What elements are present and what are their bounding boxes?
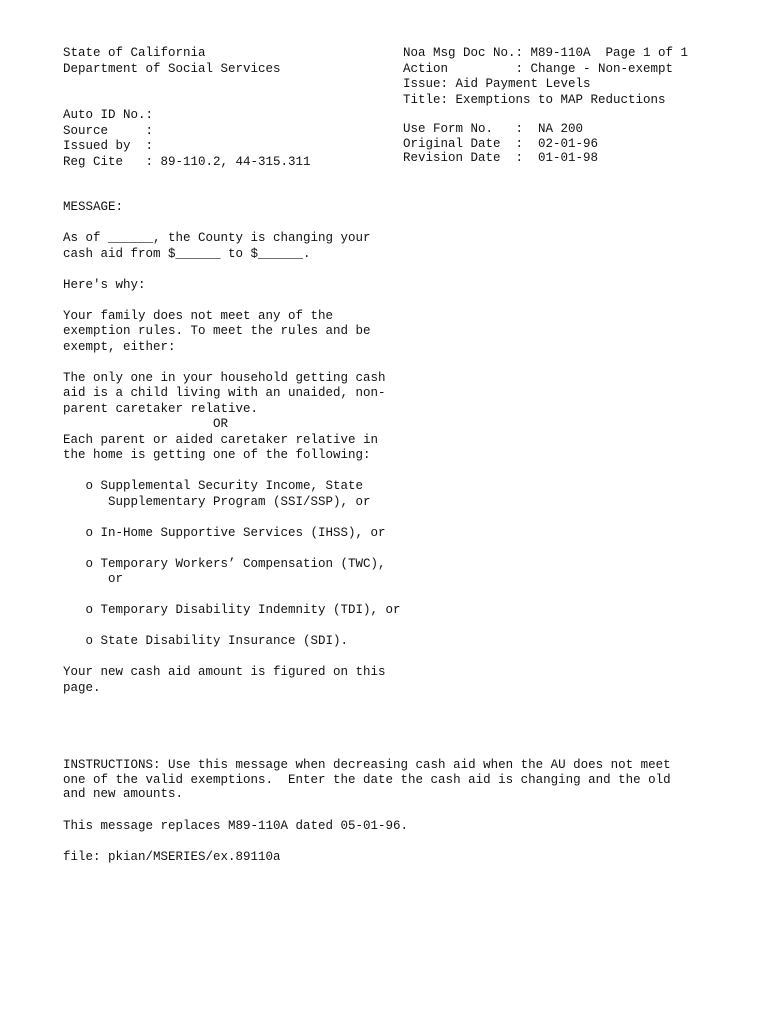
replaces-note: This message replaces M89-110A dated 05-01-96. — [63, 819, 409, 833]
department-name: Department of Social Services — [63, 61, 281, 76]
issued-by-field: Issued by : — [63, 139, 154, 153]
message-line: The only one in your household getting cash — [63, 370, 386, 385]
header-left — [63, 46, 281, 77]
message-line: the home is getting one of the following: — [63, 448, 371, 462]
message-line — [63, 588, 401, 604]
message-line — [63, 464, 401, 480]
reg-cite-field: Reg Cite : 89-110.2, 44-315.311 — [63, 154, 311, 169]
auto-id-field: Auto ID No.: — [63, 108, 154, 122]
doc-number: Noa Msg Doc No.: M89-110A Page 1 of 1 — [403, 46, 689, 60]
revision-date-field: Revision Date : 01-01-98 — [403, 151, 599, 166]
message-body — [63, 200, 401, 696]
list-item: Supplementary Program (SSI/SSP), or — [63, 494, 371, 509]
message-line — [63, 541, 401, 557]
issue-line: Issue: Aid Payment Levels — [403, 77, 591, 91]
state-name: State of California — [63, 46, 206, 60]
message-line: aid is a child living with an unaided, non- — [63, 386, 386, 400]
list-item: o Supplemental Security Income, State — [63, 479, 364, 493]
message-line: As of ______, the County is changing your — [63, 231, 371, 245]
instructions-line: one of the valid exemptions. Enter the date the cash aid is changing and the old — [63, 772, 671, 787]
title-line: Title: Exemptions to MAP Reductions — [403, 92, 666, 107]
message-line — [63, 650, 401, 666]
list-item: o State Disability Insurance (SDI). — [63, 634, 349, 648]
list-item: o In-Home Supportive Services (IHSS), or — [63, 525, 386, 540]
message-line: Your new cash aid amount is figured on this — [63, 665, 386, 679]
message-line: cash aid from $______ to $______. — [63, 246, 311, 261]
message-line — [63, 510, 401, 526]
use-form-field: Use Form No. : NA 200 — [403, 122, 584, 136]
message-line: OR — [63, 417, 229, 431]
message-line: Each parent or aided caretaker relative in — [63, 432, 379, 447]
original-date-field: Original Date : 02-01-96 — [403, 136, 599, 151]
header-right — [403, 46, 688, 108]
instructions — [63, 758, 671, 802]
instructions-line: and new amounts. — [63, 787, 184, 802]
message-line — [63, 216, 401, 232]
message-line — [63, 355, 401, 371]
instructions-line: INSTRUCTIONS: Use this message when decreasing cash aid when the AU does not meet — [63, 758, 671, 772]
list-item: or — [63, 572, 124, 586]
message-line: parent caretaker relative. — [63, 401, 259, 416]
id-fields — [63, 108, 311, 170]
form-info — [403, 122, 598, 166]
message-line: page. — [63, 680, 101, 695]
message-line: exemption rules. To meet the rules and be — [63, 324, 371, 338]
message-line — [63, 619, 401, 635]
message-line — [63, 262, 401, 278]
message-heading: MESSAGE: — [63, 200, 124, 214]
message-line: Here's why: — [63, 277, 146, 292]
message-line: exempt, either: — [63, 339, 176, 354]
list-item: o Temporary Disability Indemnity (TDI), or — [63, 603, 401, 617]
list-item: o Temporary Workers’ Compensation (TWC), — [63, 556, 386, 571]
action-line: Action : Change - Non-exempt — [403, 61, 674, 76]
file-path: file: pkian/MSERIES/ex.89110a — [63, 850, 281, 864]
message-line: Your family does not meet any of the — [63, 308, 334, 323]
message-line — [63, 293, 401, 309]
source-field: Source : — [63, 123, 154, 138]
